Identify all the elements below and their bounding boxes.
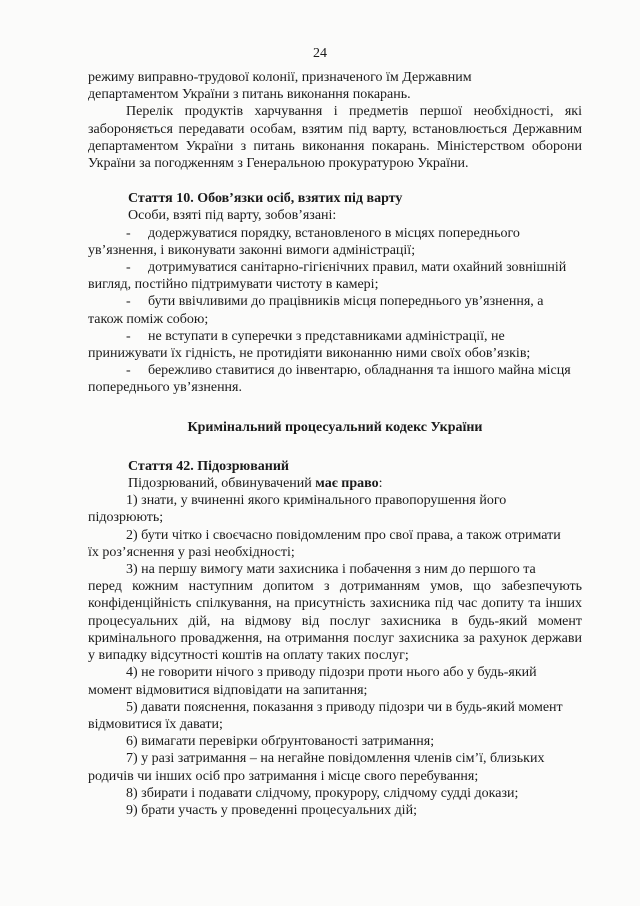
dash-bullet: - <box>126 328 131 344</box>
list-item: 5) давати пояснення, показання з приводу підозри чи в будь-який момент відмовитися їх давати; <box>88 699 563 732</box>
article-42-title: Стаття 42. Підозрюваний <box>128 458 289 474</box>
list-item: 1) знати, у вчиненні якого кримінального правопорушення його підозрюють; <box>88 493 507 526</box>
list-item: 3) на першу вимогу мати захисника і побачення з ним до першого та перед кожним наступним допитом з дотриманням умов, що забезпечують конфіденційність спілкування, на присутність захисника під час допиту та інших процесуальних дій, на відмову від послуг захисника в будь-який момент кримінального провадження, на отримання послуг захисника за рахунок держави у випадку відсутності коштів на оплату таких послуг; <box>88 562 582 664</box>
paragraph-line: департаментом України з питань виконання покарань. <box>88 87 411 103</box>
list-item: - бути ввічливими до працівників місця попереднього ув’язнення, а також поміж собою; <box>88 294 544 327</box>
list-item: 6) вимагати перевірки обґрунтованості затримання; <box>126 734 435 750</box>
list-item: 4) не говорити нічого з приводу підозри проти нього або у будь-який момент відмовитися відповідати на запитання; <box>88 665 537 698</box>
dash-bullet: - <box>126 363 131 379</box>
code-title: Кримінальний процесуальний кодекс України <box>187 419 483 435</box>
list-item: - бережливо ставитися до інвентарю, обладнання та іншого майна місця попереднього ув’язнення. <box>88 363 571 396</box>
list-item: 7) у разі затримання – на негайне повідомлення членів сім’ї, близьких родичів чи інших осіб про затримання і місце свого перебування; <box>88 751 545 784</box>
list-item: - не вступати в суперечки з представниками адміністрації, не принижувати їх гідність, не протидіяти виконанню ними своїх обов’язків; <box>88 328 531 362</box>
article-10-list <box>88 225 582 397</box>
article-42-list <box>88 492 582 819</box>
list-item: 9) брати участь у проведенні процесуальних дій; <box>126 802 417 818</box>
article-42-intro: Підозрюваний, обвинувачений має право: <box>128 476 383 492</box>
dash-bullet: - <box>126 294 131 310</box>
page-content <box>88 69 582 819</box>
article-10-intro: Особи, взяті під варту, зобов’язані: <box>128 208 337 224</box>
list-item: 2) бути чітко і своєчасно повідомленим про свої права, а також отримати їх роз’яснення у разі необхідності; <box>88 527 561 560</box>
list-item: 8) збирати і подавати слідчому, прокурору, слідчому судді докази; <box>126 785 519 801</box>
list-item: - додержуватися порядку, встановленого в місцях попереднього ув’язнення, і виконувати законні вимоги адміністрації; <box>88 225 520 258</box>
dash-bullet: - <box>126 260 131 276</box>
paragraph-line: режиму виправно-трудової колонії, призначеного їм Державним <box>88 70 472 85</box>
paragraph: Перелік продуктів харчування і предметів першої необхідності, які забороняється передавати особам, взятим під варту, встановлюється Державним департаментом України з питань виконання покарань. Міністерством оборони України за погодженням з Генеральною прокуратурою України. <box>88 104 582 172</box>
article-10-title: Стаття 10. Обов’язки осіб, взятих під варту <box>128 191 403 207</box>
page-number: 24 <box>313 46 327 61</box>
list-item: - дотримуватися санітарно-гігієнічних правил, мати охайний зовнішній вигляд, постійно підтримувати чистоту в камері; <box>88 260 567 293</box>
dash-bullet: - <box>126 225 131 241</box>
